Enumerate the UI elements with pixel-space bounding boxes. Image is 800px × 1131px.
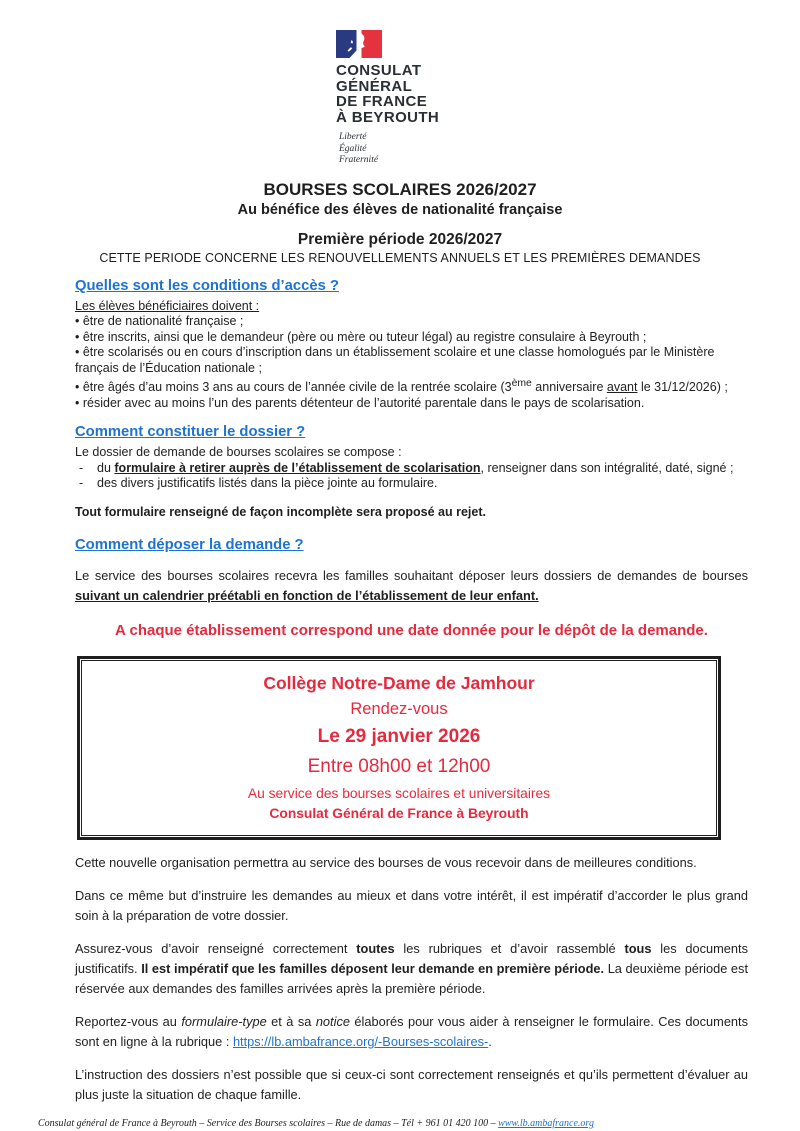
appointment-box-inner bbox=[81, 660, 717, 836]
ambafrance-link[interactable]: www.lb.ambafrance.org bbox=[498, 1117, 594, 1129]
ordinal-superscript: ème bbox=[511, 378, 532, 389]
condition-bullet: • être inscrits, ainsi que le demandeur (père ou mère ou tuteur légal) au registre consulaire à Beyrouth ; bbox=[75, 329, 647, 344]
motto-line: Fraternité bbox=[339, 155, 379, 165]
document-titles bbox=[0, 180, 800, 265]
bullet-text-underlined: avant bbox=[606, 380, 638, 395]
section-conditions bbox=[75, 278, 748, 412]
section-dossier bbox=[75, 424, 748, 520]
motto-line: Liberté bbox=[339, 132, 367, 142]
period-title: Première période 2026/2027 bbox=[297, 230, 503, 248]
section-closing bbox=[75, 853, 748, 1105]
closing-paragraph: L’instruction des dossiers n’est possible que si ceux-ci sont correctement renseignés et qu’ils permettent d’évaluer au plus juste la situation de chaque famille. bbox=[75, 1067, 748, 1103]
paragraph-text: les documents justificatifs. bbox=[75, 941, 748, 977]
paragraph-text-bold: tous bbox=[624, 941, 652, 957]
main-title: BOURSES SCOLAIRES 2026/2027 bbox=[263, 179, 537, 199]
condition-bullet bbox=[75, 376, 748, 396]
dash-marker: - bbox=[79, 460, 84, 475]
dash-marker: - bbox=[79, 476, 84, 491]
condition-bullet: • résider avec au moins l’un des parents détenteur de l’autorité parentale dans le pays de scolarisation. bbox=[75, 395, 645, 410]
item-text-emphasized: formulaire à retirer auprès de l’établissement de scolarisation bbox=[114, 460, 481, 475]
closing-paragraph: Dans ce même but d’instruire les demandes au mieux et dans votre intérêt, il est impératif d’accorder le plus grand soin à la préparation de votre dossier. bbox=[75, 888, 748, 924]
wordmark-line: DE FRANCE bbox=[336, 93, 428, 110]
wordmark-line: GÉNÉRAL bbox=[336, 77, 413, 95]
document-body bbox=[0, 265, 800, 1118]
wordmark-line: CONSULAT bbox=[336, 62, 422, 79]
dossier-heading: Comment constituer le dossier ? bbox=[75, 424, 306, 441]
consulate-line: Consulat Général de France à Beyrouth bbox=[269, 806, 529, 822]
bullet-text: • être âgés d’au moins 3 ans au cours de l’année civile de la rentrée scolaire (3 bbox=[75, 380, 512, 395]
paragraph-text-bold: Il est impératif que les familles déposent leur demande en première période. bbox=[141, 961, 605, 977]
conditions-intro: Les élèves bénéficiaires doivent : bbox=[75, 298, 260, 313]
service-line: Au service des bourses scolaires et universitaires bbox=[247, 786, 551, 802]
appointment-label: Rendez-vous bbox=[350, 700, 448, 719]
bullet-text: le 31/12/2026) ; bbox=[637, 380, 728, 395]
item-text: , renseigner dans son intégralité, daté, signé ; bbox=[480, 460, 734, 475]
paragraph-text: La deuxième période est réservée aux demandes des familles arrivées après la première période. bbox=[75, 961, 749, 997]
paragraph-text: élaborés pour vous aider à renseigner le formulaire. Ces documents sont en ligne à la rubrique : bbox=[75, 1014, 749, 1050]
consulate-wordmark bbox=[336, 63, 800, 125]
republic-motto bbox=[336, 132, 800, 167]
wordmark-line: À BEYROUTH bbox=[336, 108, 440, 126]
footer-text: Consulat général de France à Beyrouth – Service des Bourses scolaires – Rue de damas – Tél + 961 01 420 100 – bbox=[38, 1117, 499, 1129]
depot-paragraph bbox=[75, 566, 748, 606]
bullet-text: anniversaire bbox=[531, 380, 607, 395]
paragraph-text-italic: notice bbox=[315, 1014, 350, 1030]
condition-bullet: • être de nationalité française ; bbox=[75, 314, 244, 328]
closing-paragraph bbox=[75, 939, 748, 999]
paragraph-text: les rubriques et d’avoir rassemblé bbox=[394, 941, 625, 957]
paragraph-text: Assurez-vous d’avoir renseigné correctement bbox=[75, 941, 357, 957]
appointment-box bbox=[77, 656, 721, 840]
school-name: Collège Notre-Dame de Jamhour bbox=[263, 673, 535, 694]
dossier-item bbox=[75, 461, 748, 477]
document-footer bbox=[0, 1118, 800, 1131]
date-alert: A chaque établissement correspond une date donnée pour le dépôt de la demande. bbox=[115, 622, 708, 640]
subtitle: Au bénéfice des élèves de nationalité française bbox=[237, 201, 563, 218]
dossier-item-text bbox=[97, 461, 733, 477]
dossier-intro: Le dossier de demande de bourses scolaires se compose : bbox=[75, 445, 402, 460]
paragraph-text: . bbox=[488, 1034, 492, 1050]
dossier-item bbox=[75, 476, 748, 492]
condition-bullet: • être scolarisés ou en cours d’inscription dans un établissement scolaire et une classe homologués par le Ministère français de l’Éducation nationale ; bbox=[75, 345, 715, 375]
closing-paragraph bbox=[75, 1012, 748, 1052]
conditions-heading: Quelles sont les conditions d’accès ? bbox=[75, 277, 339, 294]
paragraph-text: Le service des bourses scolaires recevra les familles souhaitant déposer leurs dossiers de demandes de bourses bbox=[75, 568, 748, 584]
appointment-date: Le 29 janvier 2026 bbox=[317, 726, 481, 748]
dossier-item-text: des divers justificatifs listés dans la pièce jointe au formulaire. bbox=[97, 476, 438, 491]
paragraph-text-emphasized: suivant un calendrier préétabli en fonction de l’établissement de leur enfant. bbox=[75, 588, 539, 604]
bourses-scolaires-link[interactable]: https://lb.ambafrance.org/-Bourses-scolaires- bbox=[232, 1034, 489, 1050]
item-text: du bbox=[97, 460, 115, 475]
motto-line: Égalité bbox=[339, 143, 367, 154]
rejection-warning: Tout formulaire renseigné de façon incomplète sera proposé au rejet. bbox=[75, 504, 486, 519]
paragraph-text-bold: toutes bbox=[356, 941, 395, 957]
appointment-time: Entre 08h00 et 12h00 bbox=[307, 756, 491, 778]
paragraph-text-italic: formulaire-type bbox=[181, 1014, 267, 1030]
section-depot bbox=[75, 537, 748, 640]
paragraph-text: Reportez-vous au bbox=[75, 1014, 182, 1030]
closing-paragraph: Cette nouvelle organisation permettra au service des bourses de vous recevoir dans de meilleures conditions. bbox=[75, 855, 697, 871]
french-flag-marianne-icon bbox=[336, 30, 382, 58]
paragraph-text: et à sa bbox=[266, 1014, 316, 1030]
depot-heading: Comment déposer la demande ? bbox=[75, 537, 304, 554]
period-note: CETTE PERIODE CONCERNE LES RENOUVELLEMENTS ANNUELS ET LES PREMIÈRES DEMANDES bbox=[99, 250, 701, 265]
consulate-header bbox=[0, 0, 800, 167]
